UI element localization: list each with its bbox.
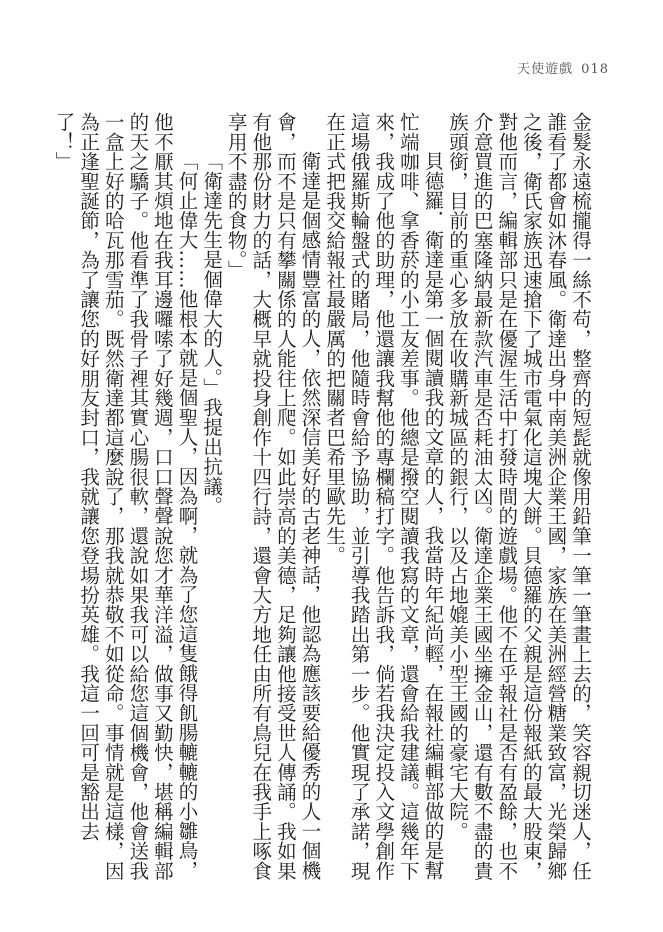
page-number: 018 — [581, 62, 609, 77]
book-title: 天使遊戲 — [517, 62, 574, 77]
running-header — [517, 58, 609, 77]
paragraph-4: 「衛達先生是個偉大的人。」我提出抗議。 — [200, 151, 224, 516]
paragraph-1: 金髮永遠梳攏得一絲不苟，整齊的短髭就像用鉛筆一筆一筆畫上去的，笑容親切迷人，任誰看了都會如沐春風。衛達出身中南美洲企業王國，家族在美洲經營糖業致富，光榮歸鄉之後，衛氏家族迅速搶下了城市電氣化這塊大餅。貝德羅的父親是這份報紙的最大股東，對他而言，編輯部只是在優渥生活中打發時間的遊戲場。他不在乎報社是否有盈餘，也不介意買進的巴塞隆納最新款汽車是否耗油太凶。衛達企業王國坐擁金山，還有數不盡的貴族頭銜，目前的重心多放在收購新城區的銀行，以及占地媲美小型王國的豪宅大院。 — [446, 112, 592, 881]
vertical-body-text — [52, 112, 592, 888]
paragraph-3: 衛達是個感情豐富的人，依然深信美好的古老神話，他認為應該要給優秀的人一個機會，而不是只有攀關係的人能往上爬。如此崇高的美德，足夠讓他接受世人傳誦。我如果有他那份財力的話，大概早就投身創作十四行詩，還會大方地任由所有鳥兒在我手上啄食享用不盡的食物。」 — [224, 112, 322, 881]
paragraph-2: 貝德羅．衛達是第一個閱讀我的文章的人，我當時年紀尚輕，在報社編輯部做的是幫忙端咖啡、拿香菸的小工友差事。他總是撥空閱讀我寫的文章，還會給我建議。這幾年下來，我成了他的助理，他還讓我幫他的專欄稿打字。他告訴我，倘若我決定投入文學創作這場俄羅斯輪盤式的賭局，他隨時會給予協助，並引導我踏出第一步。他實現了承諾，現在正式把我交給報社最嚴厲的把關者巴希里歐先生。 — [323, 112, 445, 881]
paragraph-5: 「何止偉大……他根本就是個聖人，因為啊，就為了您這隻餓得飢腸轆轆的小雛鳥，他不厭其煩地在我耳邊囉嗦了好幾週，口口聲聲說您才華洋溢，做事又勤快，堪稱編輯部的天之驕子。他看準了我骨子裡其實心腸很軟，還說如果我可以給您這個機會，他會送我一盒上好的哈瓦那雪茄。既然衛達都這麼說了，那我就恭敬不如從命。事情就是這樣，因為正逢聖誕節，為了讓您的好朋友封口，我就讓您登場扮英雄。我這一回可是豁出去了！」 — [52, 112, 199, 881]
